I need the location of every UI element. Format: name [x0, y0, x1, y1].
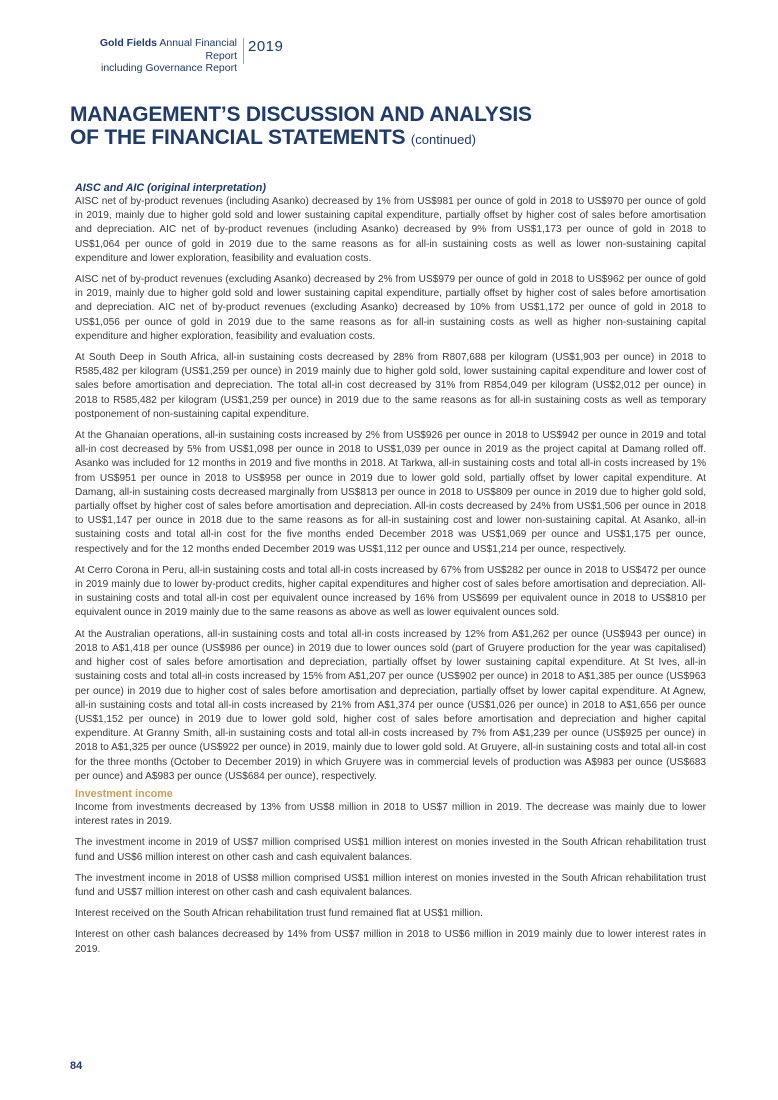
- paragraph: AISC net of by-product revenues (including Asanko) decreased by 1% from US$981 per ounce of gold in 2018 to US$970 per ounce of gold in 2019, mainly due to higher gold sold and lower sustaining capital expenditure, partially offset by higher cost of sales before amortisation and depreciation. AIC net of by-product revenues (including Asanko) decreased by 9% from US$1,173 per ounce of gold in 2018 to US$1,064 per ounce of gold in 2019 due to the same reasons as for all-in sustaining costs as well as lower non-sustaining capital expenditure and lower exploration, feasibility and evaluation costs.: [75, 196, 706, 264]
- paragraph: The investment income in 2018 of US$8 million comprised US$1 million interest on monies invested in the South African rehabilitation trust fund and US$7 million interest on other cash and cash equivalent balances.: [75, 872, 706, 898]
- paragraph: At Cerro Corona in Peru, all-in sustaining costs and total all-in costs increased by 67% from US$282 per ounce in 2018 to US$472 per ounce in 2019 mainly due to lower by-product credits, higher capital expenditures and higher cost of sales before amortisation and depreciation. All-in sustaining costs and total all-in cost per equivalent ounce increased by 16% from US$699 per equivalent ounce in 2018 to US$810 per equivalent ounce in 2019 mainly due to the same reasons as above as well as lower equivalent ounces sold.: [75, 564, 706, 619]
- report-year: 2019: [248, 38, 284, 55]
- report-name: Annual Financial Report: [159, 37, 237, 62]
- paragraph: Interest received on the South African rehabilitation trust fund remained flat at US$1 million.: [75, 908, 483, 920]
- document-body: [75, 181, 706, 964]
- header-divider: [243, 38, 244, 64]
- report-header-text: [70, 37, 237, 75]
- paragraph: At the Ghanaian operations, all-in sustaining costs increased by 2% from US$926 per ounce in 2018 to US$942 per ounce in 2019 and total all-in cost decreased by 5% from US$1,098 per ounce in 2018 to US$1,039 per ounce in 2019 as the project capital at Damang rolled off. Asanko was included for 12 months in 2019 and five months in 2018. At Tarkwa, all-in sustaining costs and total all-in costs increased by 1% from US$951 per ounce in 2018 to US$958 per ounce in 2019 due to lower gold sold, partially offset by lower capital expenditure. At Damang, all-in sustaining costs decreased marginally from US$813 per ounce in 2018 to US$809 per ounce in 2019 due to higher gold sold, partially offset by higher cost of sales before amortisation and depreciation. All-in costs decreased by 24% from US$1,506 per ounce in 2018 to US$1,147 per ounce in 2018 due to the same reasons as for all-in sustaining cost and lower non-sustaining capital. At Asanko, all-in sustaining costs and total all-in cost for the five months ended December 2018 was US$1,069 per ounce and US$1,175 per ounce, respectively and for the 12 months ended December 2019 was US$1,112 per ounce and US$1,214 per ounce, respectively.: [75, 430, 706, 555]
- page-title-continued: (continued): [410, 132, 476, 147]
- paragraph: AISC net of by-product revenues (excluding Asanko) decreased by 2% from US$979 per ounce of gold in 2018 to US$962 per ounce of gold in 2019, mainly due to higher gold sold and lower sustaining capital expenditure, partially offset by higher cost of sales before amortisation and depreciation. AIC net of by-product revenues (excluding Asanko) decreased by 10% from US$1,172 per ounce of gold in 2018 to US$1,056 per ounce of gold in 2019 due to the same reasons as for all-in sustaining costs as well as higher non-sustaining capital expenditure and higher exploration, feasibility and evaluation costs.: [75, 274, 706, 342]
- paragraph: At the Australian operations, all-in sustaining costs and total all-in costs increased by 12% from A$1,262 per ounce (US$943 per ounce) in 2018 to A$1,418 per ounce (US$986 per ounce) in 2019 due to lower ounces sold (part of Gruyere production for the year was capitalised) and higher cost of sales before amortisation and depreciation, partially offset by lower sustaining capital expenditure. At St Ives, all-in sustaining costs and total all-in costs increased by 15% from A$1,207 per ounce (US$902 per ounce) in 2018 to A$1,385 per ounce (US$963 per ounce) in 2019 due to higher cost of sales before amortisation and depreciation, partially offset by lower capital expenditure. At Agnew, all-in sustaining costs and total all-in costs increased by 21% from A$1,374 per ounce (US$1,026 per ounce) in 2018 to A$1,656 per ounce (US$1,152 per ounce) in 2019 due to lower gold sold, higher cost of sales before amortisation and depreciation and higher capital expenditure. At Granny Smith, all-in sustaining costs and total all-in costs increased by 7% from A$1,239 per ounce (US$925 per ounce) in 2018 to A$1,325 per ounce (US$922 per ounce) in 2019, mainly due to lower gold sold. At Gruyere, all-in sustaining costs and total all-in cost for the three months (October to December 2019) in which Gruyere was in commercial levels of production was A$983 per ounce (US$683 per ounce) and A$983 per ounce (US$684 per ounce), respectively.: [75, 628, 706, 782]
- paragraph: Income from investments decreased by 13% from US$8 million in 2018 to US$7 million in 2019. The decrease was mainly due to lower interest rates in 2019.: [75, 801, 706, 828]
- paragraph: Interest on other cash balances decreased by 14% from US$7 million in 2018 to US$6 million in 2019 mainly due to lower interest rates in 2019.: [75, 929, 706, 955]
- brand-name: Gold Fields: [99, 37, 158, 49]
- page-number: 84: [70, 1060, 83, 1072]
- paragraph: The investment income in 2019 of US$7 million comprised US$1 million interest on monies invested in the South African rehabilitation trust fund and US$6 million interest on other cash and cash equivalent balances.: [75, 837, 706, 863]
- page-title-line-2-text: OF THE FINANCIAL STATEMENTS: [70, 126, 406, 149]
- report-subtitle: including Governance Report: [101, 62, 237, 74]
- report-header: [70, 37, 350, 77]
- aisc-section-heading: AISC and AIC (original interpretation): [75, 182, 266, 194]
- page-title-line-2: [70, 126, 710, 151]
- page-title: [70, 103, 710, 151]
- paragraph: At South Deep in South Africa, all-in sustaining costs decreased by 28% from R807,688 per kilogram (US$1,903 per ounce) in 2018 to R585,482 per kilogram (US$1,259 per ounce) in 2019 mainly due to higher gold sold, lower sustaining capital expenditure and lower cost of sales before amortisation and depreciation. The total all-in cost decreased by 31% from R854,049 per kilogram (US$2,012 per ounce) in 2018 to R585,482 per kilogram (US$1,259 per ounce) in 2019 due to the same reasons as for all-in sustaining costs as well as temporary postponement of non-sustaining capital expenditure.: [75, 352, 706, 420]
- investment-section-heading: Investment income: [75, 787, 173, 800]
- page-title-line-1: MANAGEMENT’S DISCUSSION AND ANALYSIS: [70, 103, 532, 126]
